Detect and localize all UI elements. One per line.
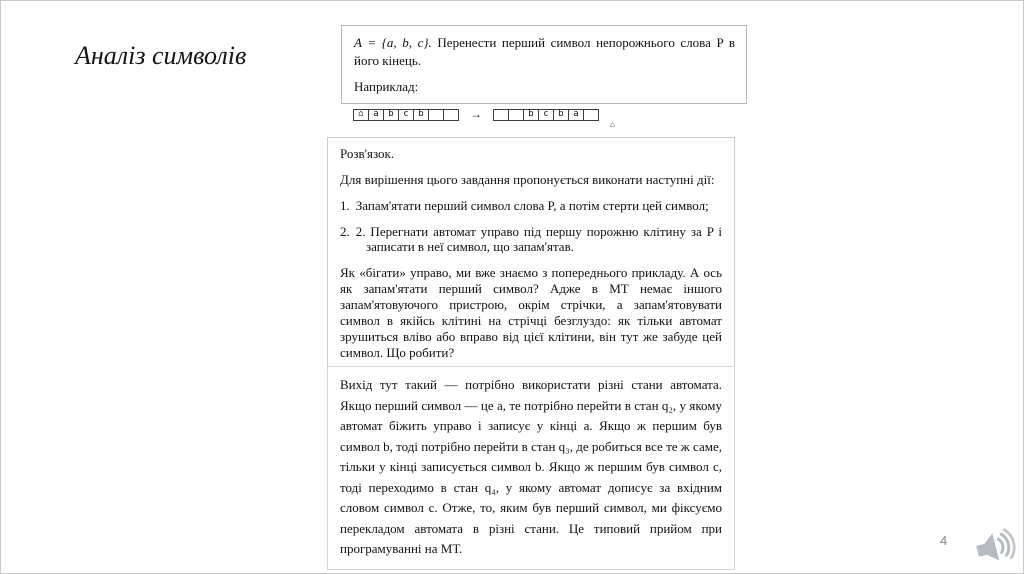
tape-after: [493, 109, 599, 121]
tape-cell: ⌂: [353, 109, 369, 121]
tape-cell: b: [553, 109, 569, 121]
tape-cell: [443, 109, 459, 121]
tape-cell: [493, 109, 509, 121]
page-number: 4: [940, 533, 948, 548]
task-formula: A = {a, b, c}.: [354, 35, 432, 50]
tape-cell: [508, 109, 524, 121]
conclusion-box: [327, 366, 735, 570]
tape-cell: [428, 109, 444, 121]
step-number: 1.: [340, 197, 350, 213]
conclusion-text: Вихід тут такий — потрібно використати різні стани автомата. Якщо перший символ — це a, те потрібно перейти в стан q₂, у якому автомат біжить управо і записує у кінці a. Якщо ж першим був символ b, тоді потрібно перейти в стан q₃, де робиться все те ж саме, тільки у кінці записується символ b. Якщо ж першим був символ c, тоді переходимо в стан q₄, у якому автомат дописує за вхідним словом символ c. Отже, то, яким був перший символ, ми фіксуємо перекладом автомата в різні стани. Це типовий прийом при програмуванні на МТ.: [340, 377, 722, 557]
tape-cell: c: [398, 109, 414, 121]
speaker-icon: [966, 518, 1024, 574]
solution-heading: Розв'язок.: [340, 146, 395, 161]
solution-step-2: [340, 224, 722, 256]
tape-head-marker: ⌂: [610, 120, 615, 129]
tape-cell: b: [413, 109, 429, 121]
solution-box: [327, 137, 735, 371]
solution-discussion: Як «бігати» управо, ми вже знаємо з попереднього прикладу. А ось як запам'ятати перший символ? Адже в МТ немає іншого запам'ятовуючого пристрою, окрім стрічки, а запам'ятовувати символ в якійсь клітині на стрічці безглуздо: як тільки автомат зрушиться вліво або вправо від цієї клітини, він тут же забуде цей символ. Що робити?: [340, 265, 722, 360]
tape-cell: b: [383, 109, 399, 121]
tape-before: [353, 109, 459, 121]
tape-cell: b: [523, 109, 539, 121]
tape-cell: c: [538, 109, 554, 121]
task-statement: [354, 34, 735, 69]
example-label: Наприклад:: [354, 79, 419, 95]
audio-speaker-icon[interactable]: [971, 523, 1019, 571]
solution-step-1: [340, 198, 722, 214]
step-text: Запам'ятати перший символ слова P, а потім стерти цей символ;: [355, 197, 709, 213]
tape-cell: [583, 109, 599, 121]
tape-cell: a: [568, 109, 584, 121]
solution-intro: Для вирішення цього завдання пропонується виконати наступні дії:: [340, 171, 715, 187]
task-statement-text: Перенести перший символ непорожнього слова P в його кінець.: [354, 35, 736, 68]
slide-title: Аналіз символів: [75, 41, 247, 70]
tape-example: [353, 107, 615, 129]
step-text: 2. Перегнати автомат управо під першу порожню клітину за P і записати в неї символ, що запам'ятав.: [355, 223, 722, 255]
tape-cell: a: [368, 109, 384, 121]
task-box: [341, 25, 747, 104]
right-arrow-icon: →: [470, 107, 482, 121]
step-number: 2.: [340, 223, 350, 239]
